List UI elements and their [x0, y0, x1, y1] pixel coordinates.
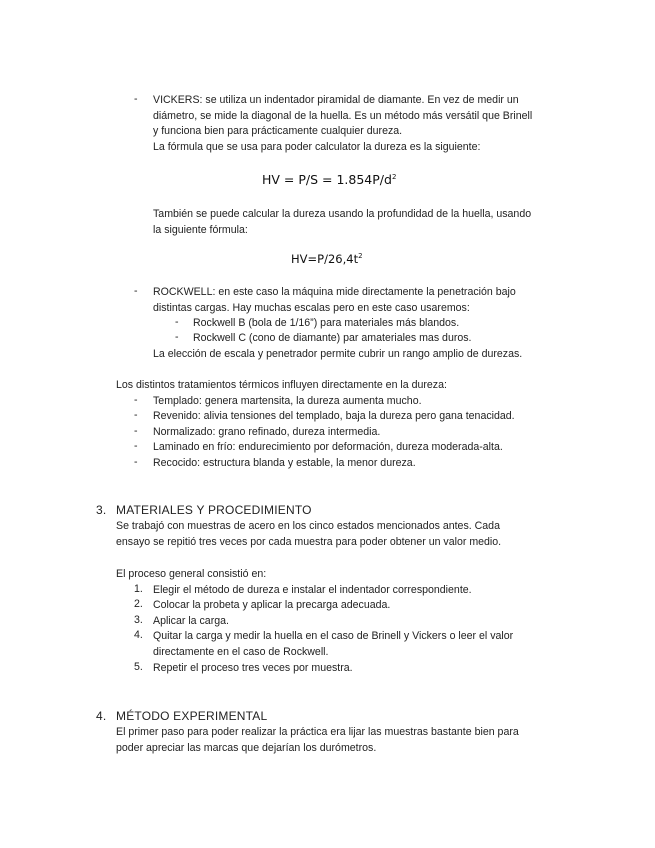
step-text-continued: directamente en el caso de Rockwell. — [153, 646, 329, 658]
step-text: Elegir el método de dureza e instalar el indentador correspondiente. — [153, 584, 472, 596]
section-4-para-line: poder apreciar las marcas que dejarían los durómetros. — [116, 742, 377, 754]
vickers-bullet: - — [134, 93, 138, 105]
vickers-line-1: VICKERS: se utiliza un indentador piramidal de diamante. En vez de medir un — [153, 94, 519, 106]
section-4-number: 4. — [96, 709, 107, 723]
section-4-para-line: El primer paso para poder realizar la práctica era lijar las muestras bastante bien para — [116, 726, 519, 738]
step-text: Colocar la probeta y aplicar la precarga adecuada. — [153, 599, 391, 611]
treatment-item: Templado: genera martensita, la dureza aumenta mucho. — [153, 395, 422, 407]
section-3-para-line: ensayo se repitió tres veces por cada muestra para poder obtener un valor medio. — [116, 536, 502, 548]
treatments-intro: Los distintos tratamientos térmicos influyen directamente en la dureza: — [116, 379, 447, 391]
section-3-number: 3. — [96, 503, 107, 517]
rockwell-sub-bullet: - — [175, 316, 179, 328]
step-text: Quitar la carga y medir la huella en el caso de Brinell y Vickers o leer el valor — [153, 630, 514, 642]
treatment-item: Laminado en frío: endurecimiento por deformación, dureza moderada-alta. — [153, 441, 503, 453]
rockwell-closing: La elección de escala y penetrador permite cubrir un rango amplio de durezas. — [153, 348, 523, 360]
vickers-formula — [262, 172, 396, 187]
step-number: 4. — [134, 629, 143, 641]
step-number: 2. — [134, 598, 143, 610]
depth-formula-main: HV=P/26,4t — [291, 252, 359, 266]
treatment-bullet: - — [134, 440, 138, 452]
treatment-item: Revenido: alivia tensiones del templado, baja la dureza pero gana tenacidad. — [153, 410, 515, 422]
rockwell-sub-item: Rockwell B (bola de 1/16”) para materiales más blandos. — [193, 317, 460, 329]
rockwell-sub-bullet: - — [175, 331, 179, 343]
step-number: 5. — [134, 661, 143, 673]
vickers-formula-exponent: 2 — [391, 172, 397, 181]
vickers-formula-main: HV = P/S = 1.854P/d — [262, 172, 392, 187]
process-intro: El proceso general consistió en: — [116, 568, 267, 580]
depth-formula — [291, 252, 363, 266]
treatment-item: Normalizado: grano refinado, dureza intermedia. — [153, 426, 381, 438]
vickers-line-4: La fórmula que se usa para poder calculator la dureza es la siguiente: — [153, 141, 481, 153]
treatment-bullet: - — [134, 394, 138, 406]
vickers-line-3: y funciona bien para prácticamente cualquier dureza. — [153, 125, 403, 137]
depth-line-1: También se puede calcular la dureza usando la profundidad de la huella, usando — [153, 208, 532, 220]
treatment-item: Recocido: estructura blanda y estable, la menor dureza. — [153, 457, 416, 469]
step-number: 1. — [134, 583, 143, 595]
step-number: 3. — [134, 614, 143, 626]
treatment-bullet: - — [134, 409, 138, 421]
section-3-para-line: Se trabajó con muestras de acero en los cinco estados mencionados antes. Cada — [116, 520, 500, 532]
section-4-title: MÉTODO EXPERIMENTAL — [116, 709, 268, 723]
section-3-title: MATERIALES Y PROCEDIMIENTO — [116, 503, 312, 517]
treatment-bullet: - — [134, 456, 138, 468]
rockwell-bullet: - — [134, 285, 138, 297]
treatment-bullet: - — [134, 425, 138, 437]
depth-line-2: la siguiente fórmula: — [153, 224, 248, 236]
rockwell-line-2: distintas cargas. Hay muchas escalas pero en este caso usaremos: — [153, 302, 470, 314]
depth-formula-exponent: 2 — [358, 252, 363, 261]
step-text: Aplicar la carga. — [153, 615, 229, 627]
vickers-line-2: diámetro, se mide la diagonal de la huella. Es un método más versátil que Brinell — [153, 110, 533, 122]
step-text: Repetir el proceso tres veces por muestra. — [153, 662, 353, 674]
rockwell-sub-item: Rockwell C (cono de diamante) par amateriales mas duros. — [193, 332, 472, 344]
rockwell-line-1: ROCKWELL: en este caso la máquina mide directamente la penetración bajo — [153, 286, 516, 298]
